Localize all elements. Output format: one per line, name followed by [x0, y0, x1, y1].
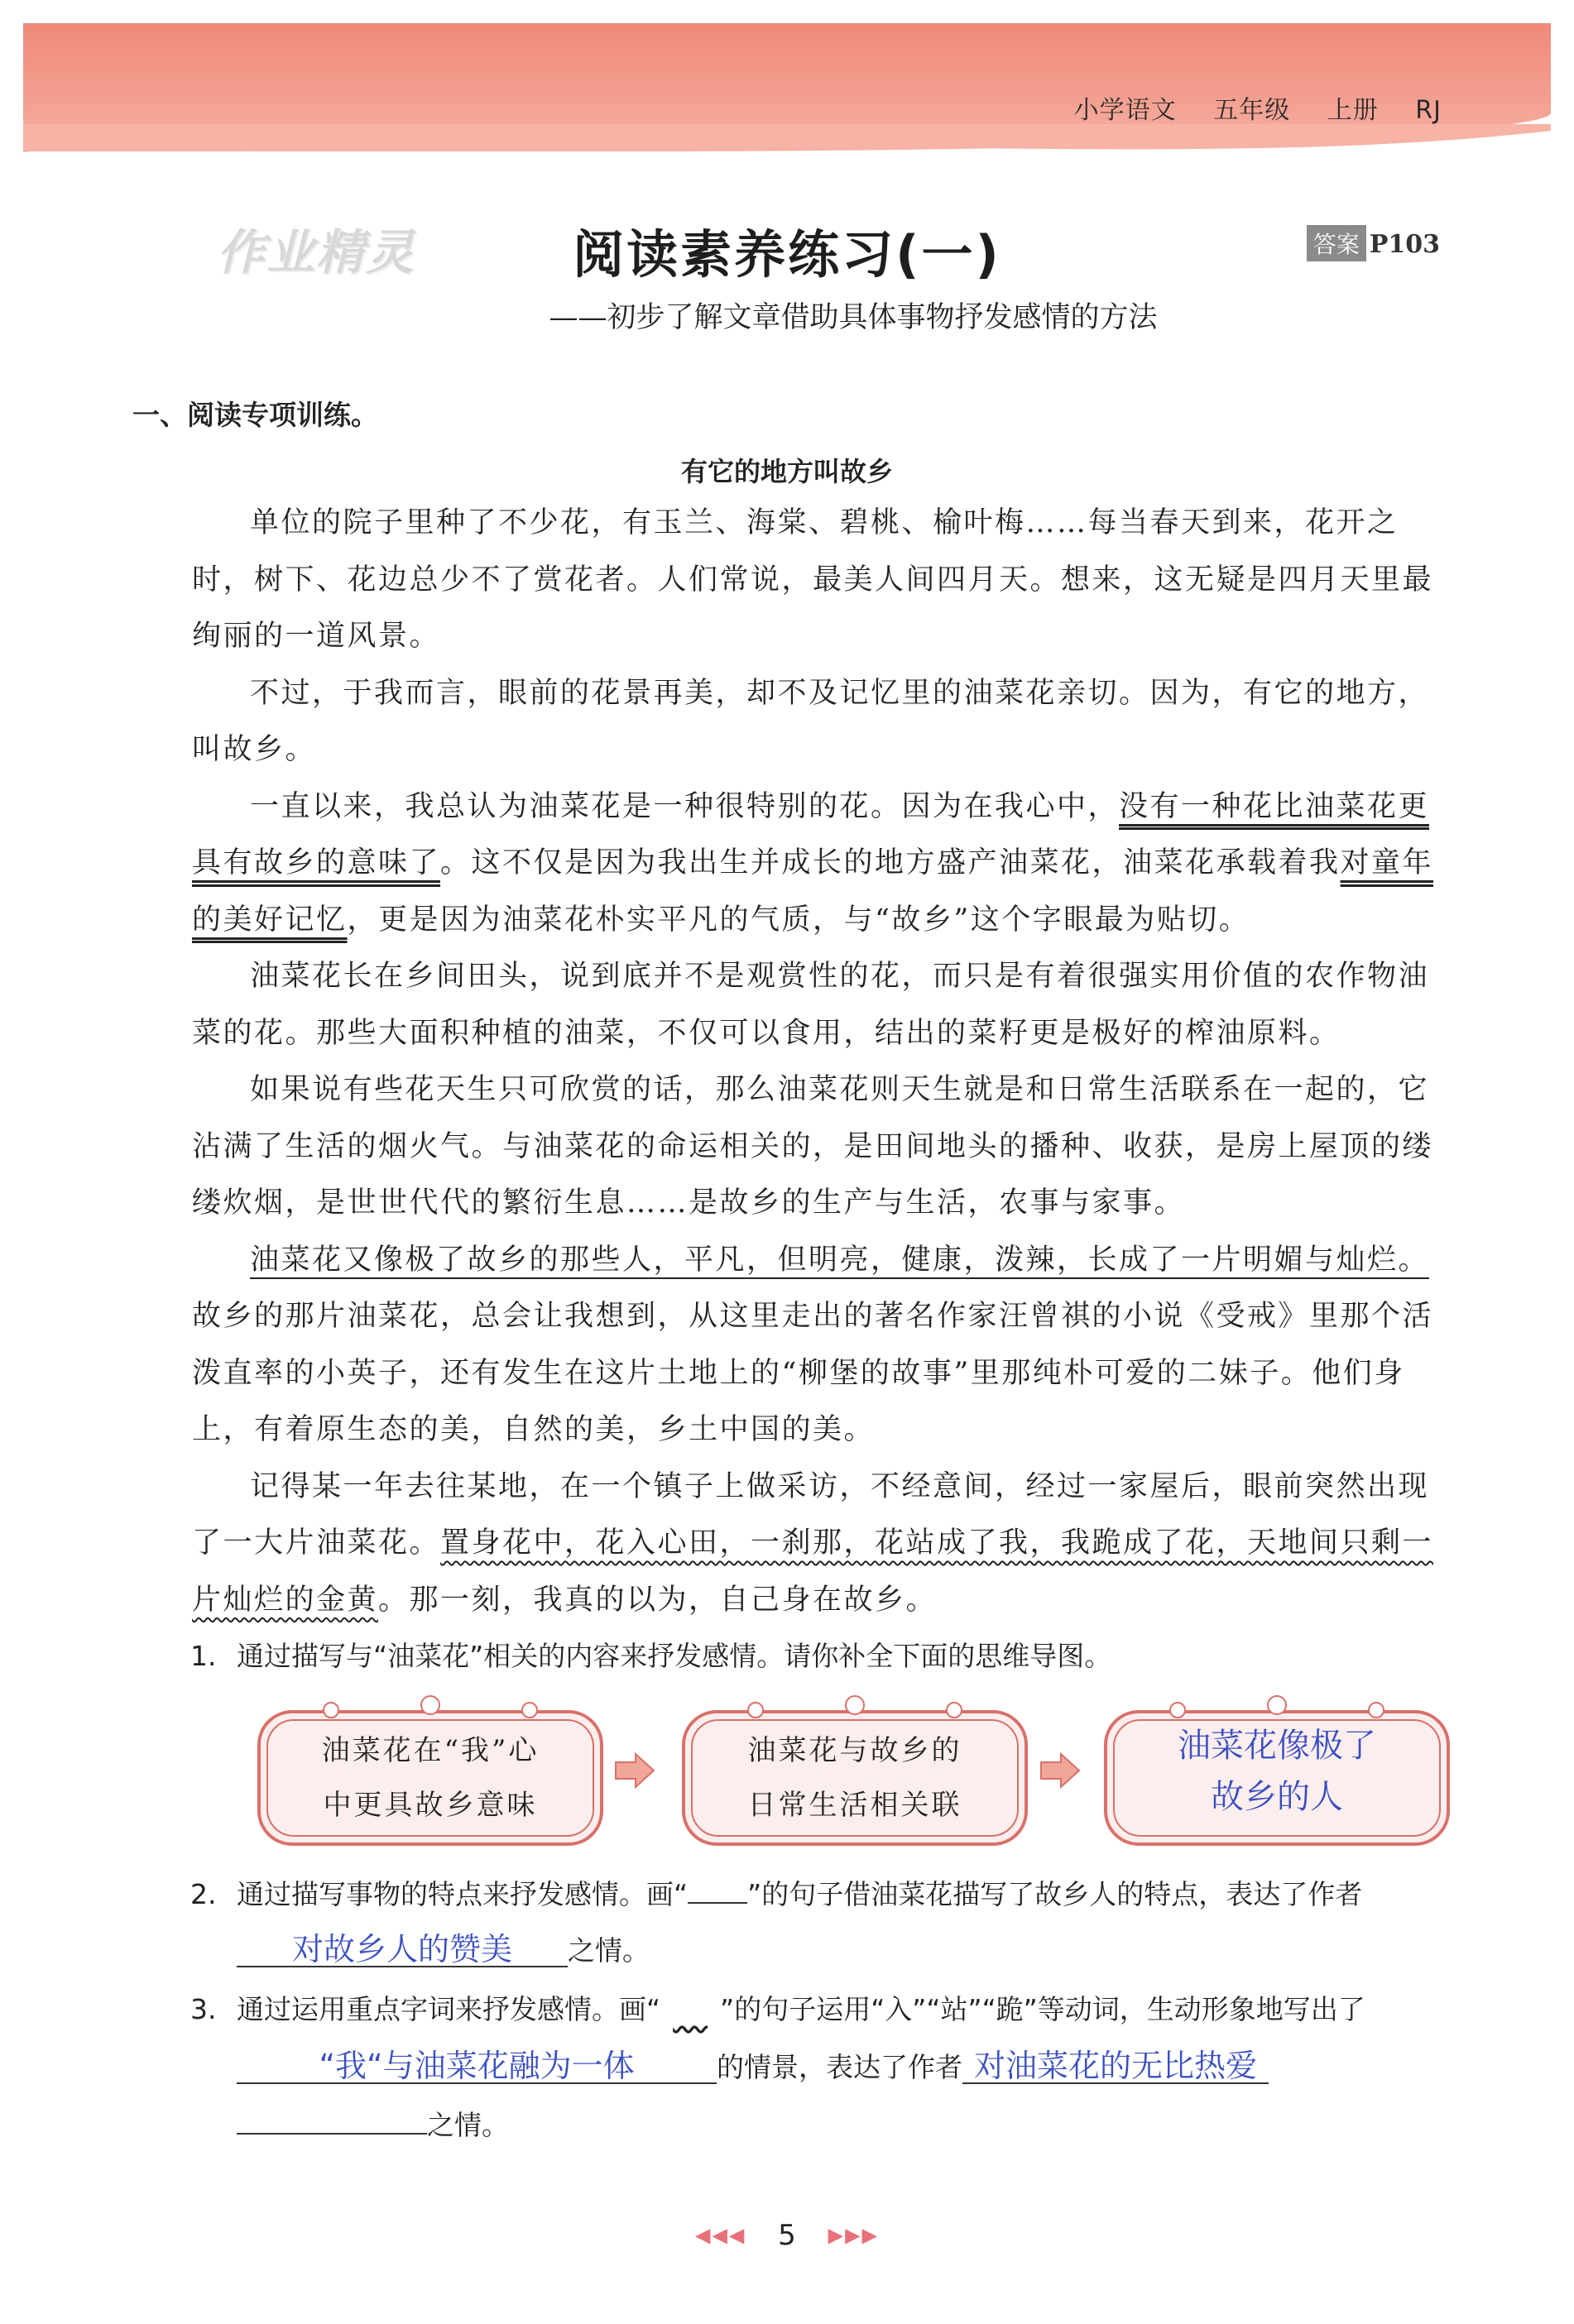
banner-wave — [23, 124, 1551, 165]
arrow-right-icon — [614, 1752, 655, 1789]
essay-paragraph: 如果说有些花天生只可欣赏的话，那么油菜花则天生就是和日常生活联系在一起的，它沾满了生活的烟火气。与油菜花的命运相关的，是田间地头的播种、收获，是房上屋顶的缕缕炊烟，是世世代代的繁衍生息……是故乡的生产与生活，农事与家事。 — [192, 1073, 1434, 1220]
question-number: 3. — [190, 1993, 217, 2025]
double-underlined-phrase: 对童年的美好记忆 — [192, 846, 1434, 937]
header-info — [1046, 89, 1442, 126]
header-grade: 五年级 — [1213, 96, 1291, 125]
answer-tag — [1307, 225, 1440, 261]
answer-blank[interactable]: 对故乡人的赞美 — [237, 1933, 568, 1967]
question-3: 3. 通过运用重点字词来抒发感情。画“ ”的句子运用“入”“站”“跪”等动词，生动形象地写出了“我“与油菜花融为一体 的情景，表达了作者 对油菜花的无比热爱之情。 — [192, 1981, 1450, 2154]
prev-arrows-icon: ◀◀◀ — [694, 2223, 746, 2247]
mindmap-box-1 — [252, 1692, 608, 1851]
section-heading: 一、阅读专项训练。 — [132, 399, 378, 431]
essay-body — [192, 495, 1450, 1628]
page-number: 5 — [778, 2218, 796, 2252]
header-volume: 上册 — [1327, 96, 1379, 125]
mindmap-box-3-answer-line2: 故乡的人 — [1211, 1778, 1343, 1816]
essay-paragraph: 油菜花又像极了故乡的那些人，平凡，但明亮，健康，泼辣，长成了一片明媚与灿烂。故乡的那片油菜花，总会让我想到，从这里走出的著名作家汪曾祺的小说《受戒》里那个活泼直率的小英子，还有发生在这片土地上的“柳堡的故事”里那纯朴可爱的二妹子。他们身上，有着原生态的美，自然的美，乡土中国的美。 — [192, 1243, 1434, 1446]
watermark-logo: 作业精灵 — [217, 224, 416, 280]
question-1 — [192, 1628, 1450, 1684]
essay-paragraph: 单位的院子里种了不少花，有玉兰、海棠、碧桃、榆叶梅……每当春天到来，花开之时，树下、花边总少不了赏花者。人们常说，最美人间四月天。想来，这无疑是四月天里最绚丽的一道风景。 — [192, 506, 1434, 653]
answer-blank[interactable]: 对油菜花的无比热爱 — [962, 2049, 1269, 2084]
answer-blank[interactable]: “我“与油菜花融为一体 — [237, 2049, 717, 2084]
arrow-right-icon — [1039, 1752, 1081, 1789]
wavy-sample-blank — [660, 1993, 720, 2026]
page-title: 阅读素养练习(一) — [573, 224, 1001, 285]
question-text: 通过描写与“油菜花”相关的内容来抒发感情。请你补全下面的思维导图。 — [237, 1640, 1112, 1672]
essay-paragraph: 记得某一年去往某地，在一个镇子上做采访，不经意间，经过一家屋后，眼前突然出现了一大片油菜花。置身花中，花入心田，一刹那，花站成了我，我跪成了花，天地间只剩一片灿烂的金黄。那一刻，我真的以为，自己身在故乡。 — [192, 1469, 1434, 1617]
essay-title: 有它的地方叫故乡 — [680, 456, 893, 487]
mindmap-box-2-line1: 油菜花与故乡的 — [747, 1734, 962, 1767]
wavy-underlined-sentence: 置身花中，花入心田，一刹那，花站成了我，我跪成了花，天地间只剩一片灿烂的金黄 — [192, 1526, 1434, 1617]
mindmap-box-3 — [1099, 1692, 1455, 1851]
double-underlined-sentence: 没有一种花比油菜花更具有故乡的意味了 — [192, 789, 1430, 879]
answer-blank-continuation[interactable] — [237, 2133, 427, 2135]
underlined-sentence: 油菜花又像极了故乡的那些人，平凡，但明亮，健康，泼辣，长成了一片明媚与灿烂。 — [250, 1243, 1430, 1277]
question-number: 2. — [190, 1878, 217, 1910]
underline-sample-blank — [688, 1902, 747, 1904]
mindmap-box-2-line2: 日常生活相关联 — [747, 1789, 962, 1822]
question-number: 1. — [190, 1640, 217, 1672]
mindmap-box-3-answer-line1: 油菜花像极了 — [1178, 1727, 1376, 1765]
essay-paragraph: 不过，于我而言，眼前的花景再美，却不及记忆里的油菜花亲切。因为，有它的地方，叫故乡。 — [192, 676, 1430, 766]
essay-paragraph: 一直以来，我总认为油菜花是一种很特别的花。因为在我心中，没有一种花比油菜花更具有故乡的意味了。这不仅是因为我出生并成长的地方盛产油菜花，油菜花承载着我对童年的美好记忆，更是因为油菜花朴实平凡的气质，与“故乡”这个字眼最为贴切。 — [192, 789, 1434, 937]
answer-label: 答案 — [1307, 225, 1366, 261]
answer-page: P103 — [1369, 230, 1440, 259]
page-footer — [0, 2217, 1574, 2252]
mindmap-box-2 — [677, 1692, 1033, 1851]
header-subject: 小学语文 — [1073, 96, 1177, 125]
header-edition: RJ — [1415, 96, 1442, 125]
page-subtitle: ——初步了解文章借助具体事物抒发感情的方法 — [549, 301, 1158, 334]
mindmap-box-1-line2: 中更具故乡意味 — [323, 1789, 538, 1822]
question-2: 2. 通过描写事物的特点来抒发感情。画“ ”的句子借油菜花描写了故乡人的特点，表达了作者对故乡人的赞美 之情。 — [192, 1866, 1450, 1979]
mindmap-box-1-line1: 油菜花在“我”心 — [321, 1734, 540, 1767]
next-arrows-icon: ▶▶▶ — [828, 2223, 879, 2247]
essay-paragraph: 油菜花长在乡间田头，说到底并不是观赏性的花，而只是有着很强实用价值的农作物油菜的花。那些大面积种植的油菜，不仅可以食用，结出的菜籽更是极好的榨油原料。 — [192, 960, 1430, 1050]
